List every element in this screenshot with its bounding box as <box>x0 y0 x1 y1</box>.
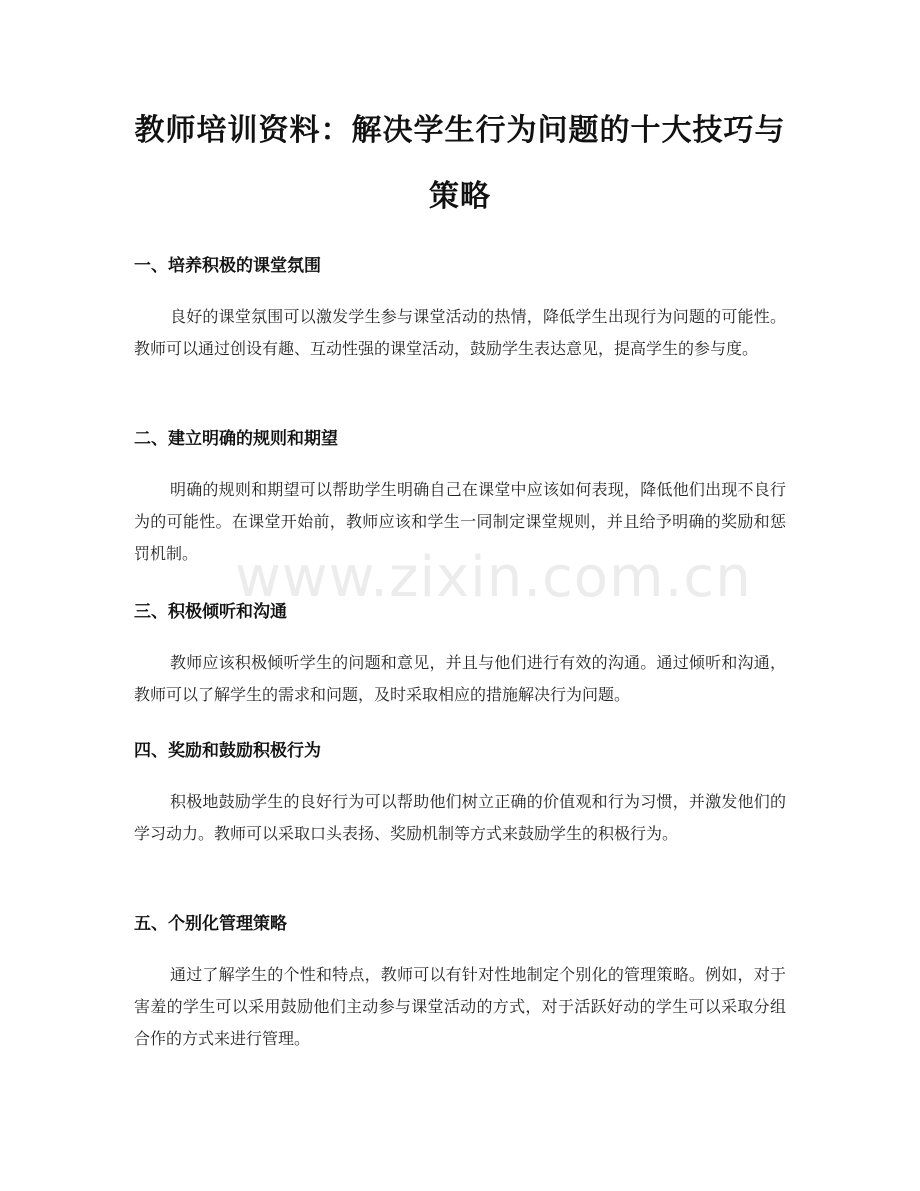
section-paragraph: 明确的规则和期望可以帮助学生明确自己在课堂中应该如何表现，降低他们出现不良行为的可能性。在课堂开始前，教师应该和学生一同制定课堂规则，并且给予明确的奖励和惩罚机制。 <box>134 480 786 563</box>
section-2 <box>134 428 786 570</box>
section-heading: 三、积极倾听和沟通 <box>134 602 287 622</box>
document-title: 教师培训资料：解决学生行为问题的十大技巧与策略 <box>134 113 786 214</box>
section-paragraph: 通过了解学生的个性和特点，教师可以有针对性地制定个别化的管理策略。例如，对于害羞的学生可以采用鼓励他们主动参与课堂活动的方式，对于活跃好动的学生可以采取分组合作的方式来进行管理。 <box>134 965 786 1048</box>
section-heading: 二、建立明确的规则和期望 <box>134 429 338 449</box>
site-watermark: www.zixin.com.cn <box>235 545 752 610</box>
section-1 <box>134 255 786 365</box>
section-heading: 一、培养积极的课堂氛围 <box>134 256 321 276</box>
section-paragraph: 教师应该积极倾听学生的问题和意见，并且与他们进行有效的沟通。通过倾听和沟通，教师可以了解学生的需求和问题，及时采取相应的措施解决行为问题。 <box>134 653 786 704</box>
section-paragraph: 良好的课堂氛围可以激发学生参与课堂活动的热情，降低学生出现行为问题的可能性。教师可以通过创设有趣、互动性强的课堂活动，鼓励学生表达意见，提高学生的参与度。 <box>134 307 786 358</box>
section-heading: 四、奖励和鼓励积极行为 <box>134 741 321 761</box>
section-heading: 五、个别化管理策略 <box>134 914 287 934</box>
section-5 <box>134 913 786 1055</box>
section-paragraph: 积极地鼓励学生的良好行为可以帮助他们树立正确的价值观和行为习惯，并激发他们的学习动力。教师可以采取口头表扬、奖励机制等方式来鼓励学生的积极行为。 <box>134 792 786 843</box>
section-3 <box>134 601 786 711</box>
section-4 <box>134 740 786 850</box>
